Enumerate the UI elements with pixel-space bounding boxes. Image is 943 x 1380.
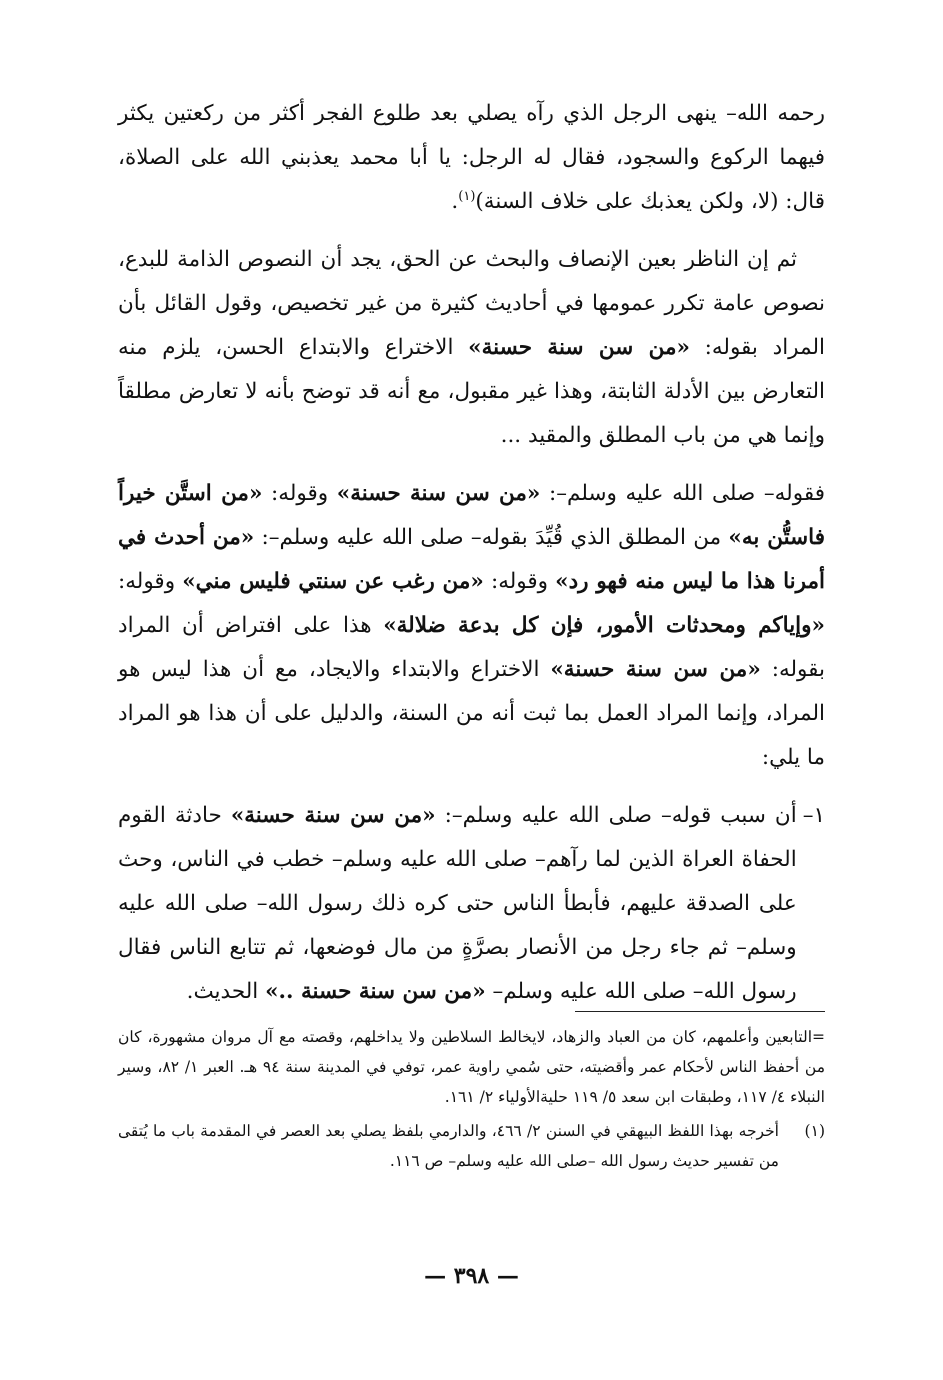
paragraph-1-text: رحمه الله– ينهى الرجل الذي رآه يصلي بعد طلوع الفجر أكثر من ركعتين يكثر فيهما الركوع والسجود، فقال له الرجل: يا أبا محمد يعذبني الله على الصلاة، قال: (لا، ولكن يعذبك على خلاف السنة) bbox=[118, 101, 825, 214]
paragraph-3-part-5: وقوله: bbox=[118, 569, 183, 594]
item-1-part-3: الحديث. bbox=[186, 979, 266, 1004]
paragraph-2 bbox=[118, 238, 825, 458]
paragraph-2-part-1: ثم إن الناظر بعين الإنصاف والبحث عن الحق، يجد أن النصوص الذامة للبدع، نصوص عامة تكرر عمومها في أحاديث كثيرة من غير تخصيص، وقول القائل بأن المراد بقوله: bbox=[118, 247, 825, 360]
paragraph-3-part-6: هذا على افتراض أن المراد بقوله: bbox=[118, 613, 825, 682]
paragraph-2-part-2: الاختراع والابتداع الحسن، يلزم منه التعارض بين الأدلة الثابتة، وهذا غير مقبول، مع أنه قد توضح بأنه لا تعارض مطلقاً وإنما هي من باب المطلق والمقيد ... bbox=[118, 335, 825, 448]
paragraph-3-part-1: فقوله– صلى الله عليه وسلم–: bbox=[540, 481, 825, 506]
paragraph-3-part-7: الاختراع والابتداء والايجاد، مع أن هذا ليس هو المراد، وإنما المراد العمل بما ثبت أنه من السنة، والدليل على أن هذا هو المراد ما يلي: bbox=[118, 657, 825, 770]
paragraph-3-part-4: وقوله: bbox=[483, 569, 556, 594]
item-1-part-1: أن سبب قوله– صلى الله عليه وسلم–: bbox=[435, 803, 797, 828]
numbered-item-1 bbox=[118, 794, 825, 1014]
hadith-quote: «من سن سنة حسنة» bbox=[336, 481, 541, 506]
item-number: ١– bbox=[802, 803, 825, 828]
main-text bbox=[118, 92, 825, 1014]
hadith-quote: «من سن سنة حسنة» bbox=[550, 657, 761, 682]
hadith-quote: «من أحدث في أمرنا هذا ما ليس منه فهو رد» bbox=[118, 525, 825, 594]
item-text bbox=[118, 794, 797, 1014]
paragraph-1-end: . bbox=[451, 189, 459, 214]
hadith-quote: «من استَّن خيراً فاستُّن به» bbox=[118, 481, 825, 550]
footnote-1 bbox=[118, 1116, 825, 1176]
footnote-continuation: =التابعين وأعلمهم، كان من العباد والزهاد، لايخالط السلاطين ولا يداخلهم، وقصته مع آل مروان مشهورة، كان من أحفظ الناس لأحكام عمر وأقضيته، حتى سُمي راوية عمر، توفي في المدينة سنة ٩٤ هـ. العبر ١/ ٨٢، وسير النبلاء ٤/ ١١٧، وطبقات ابن سعد ٥/ ١١٩ حليةالأولياء ٢/ ١٦١. bbox=[118, 1028, 825, 1106]
hadith-quote: «من سن سنة حسنة» bbox=[230, 803, 436, 828]
footnote-reference-1: (١) bbox=[458, 188, 476, 204]
page-number: — ٣٩٨ — bbox=[424, 1263, 519, 1289]
paragraph-3-part-2: وقوله: bbox=[262, 481, 337, 506]
item-1-part-2: حادثة القوم الحفاة العراة الذين لما رآهم– صلى الله عليه وسلم– خطب في الناس، وحث على الصدقة عليهم، فأبطأ الناس حتى كره ذلك رسول الله– صلى الله عليه وسلم– ثم جاء رجل من الأنصار بصرَّةٍ من مال فوضعها، ثم تتابع الناس فقال رسول الله– صلى الله عليه وسلم– bbox=[118, 803, 797, 1004]
hadith-quote: «من سن سنة حسنة» bbox=[468, 335, 690, 360]
paragraph-3-part-3: من المطلق الذي قُيِّدَ بقوله– صلى الله عليه وسلم–: bbox=[254, 525, 729, 550]
paragraph-3 bbox=[118, 472, 825, 780]
paragraph-1 bbox=[118, 92, 825, 224]
footnote-separator bbox=[575, 1011, 825, 1012]
hadith-quote: «من سن سنة حسنة ..» bbox=[265, 979, 486, 1004]
hadith-quote: «من رغب عن سنتي فليس مني» bbox=[182, 569, 484, 594]
footnotes bbox=[118, 1022, 825, 1176]
footnote-1-marker: (١) bbox=[804, 1122, 825, 1140]
footnote-1-text: أخرجه بهذا اللفظ البيهقي في السنن ٢/ ٤٦٦، والدارمي بلفظ يصلي بعد العصر في المقدمة باب ما يُتقى من تفسير حديث رسول الله –صلى الله عليه وسلم– ص ١١٦. bbox=[118, 1122, 779, 1170]
hadith-quote: «وإياكم ومحدثات الأمور، فإن كل بدعة ضلالة» bbox=[383, 613, 825, 638]
